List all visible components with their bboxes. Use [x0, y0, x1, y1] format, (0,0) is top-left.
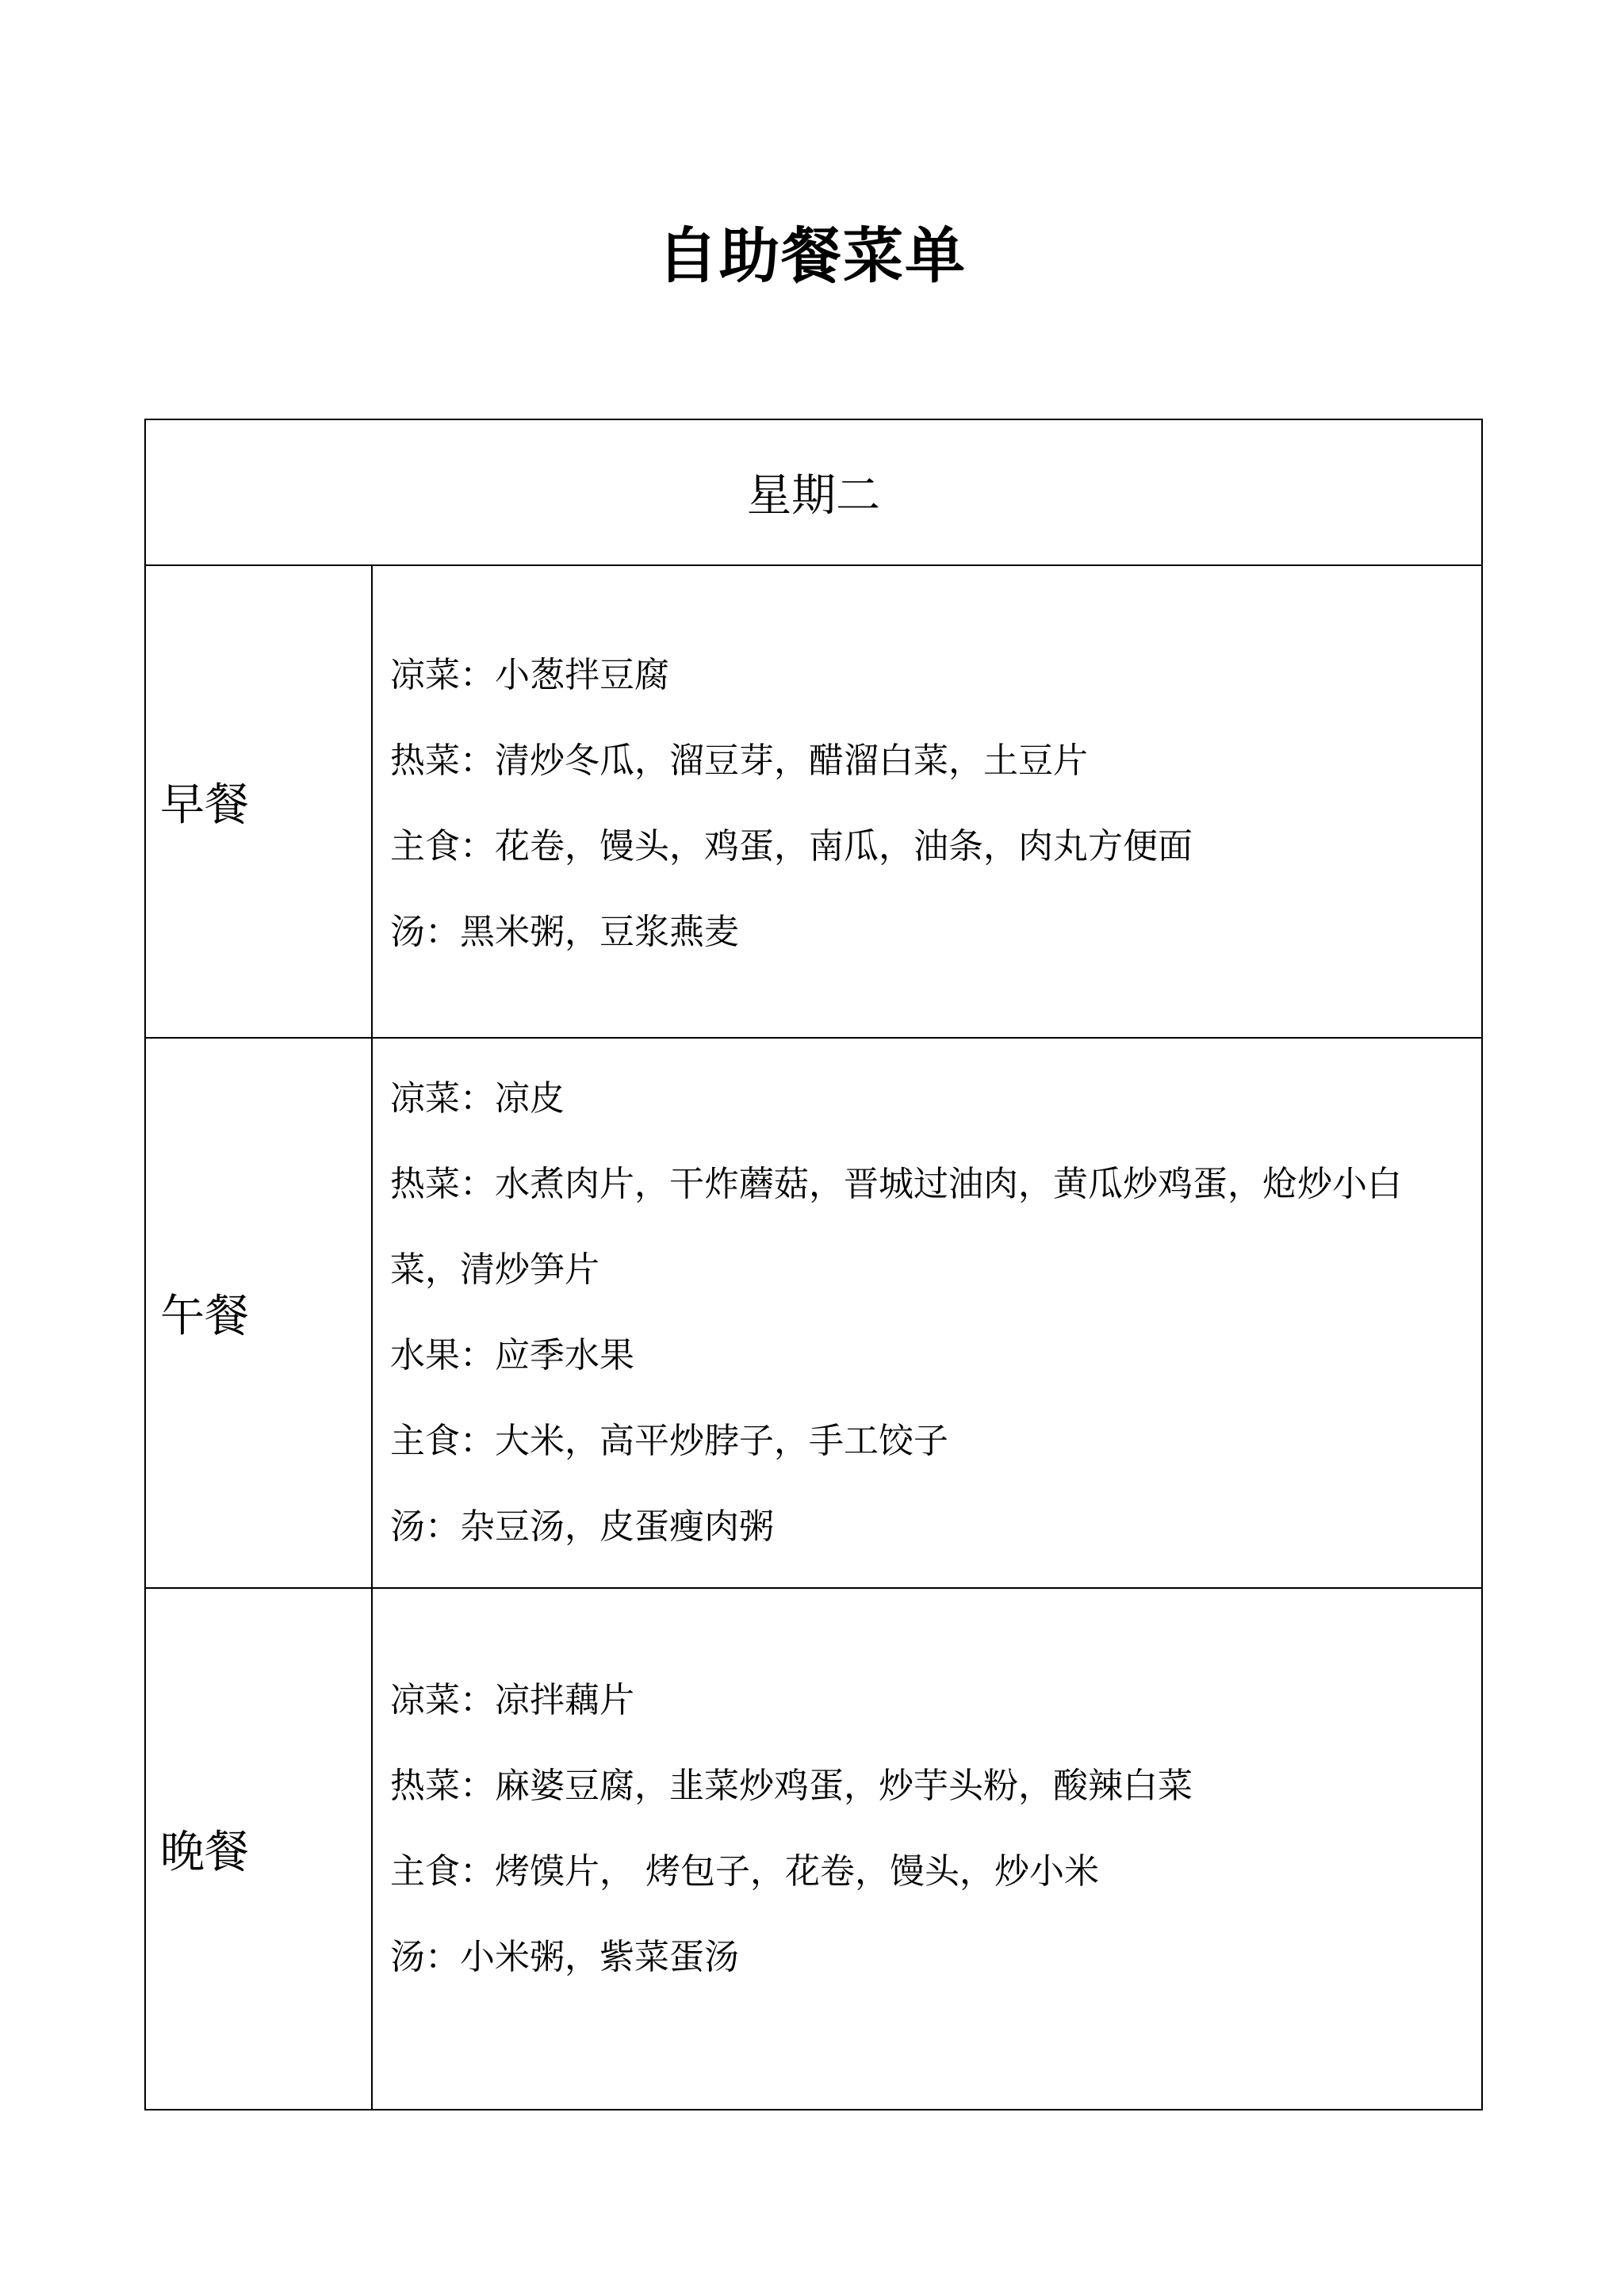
meal-content-lunch [373, 1039, 1481, 1587]
page-title: 自助餐菜单 [657, 220, 967, 291]
meal-label-lunch: 午餐 [146, 1039, 373, 1587]
menu-line: 热菜：水煮肉片，干炸蘑菇，晋城过油肉，黄瓜炒鸡蛋，炝炒小白菜，清炒笋片 [390, 1164, 1402, 1290]
menu-line: 主食：花卷，馒头，鸡蛋，南瓜，油条，肉丸方便面 [390, 826, 1193, 867]
day-header: 星期二 [146, 420, 1481, 566]
meal-label-dinner: 晚餐 [146, 1589, 373, 2109]
menu-line: 主食：烤馍片， 烤包子，花卷，馒头，炒小米 [390, 1851, 1099, 1892]
menu-line: 汤：小米粥，紫菜蛋汤 [390, 1937, 739, 1977]
menu-line: 水果：应季水果 [390, 1335, 634, 1376]
meal-row-dinner [146, 1589, 1481, 2109]
menu-line: 凉菜：凉皮 [390, 1078, 565, 1119]
menu-line: 热菜：清炒冬瓜，溜豆芽，醋溜白菜，土豆片 [390, 740, 1088, 781]
meal-row-breakfast [146, 566, 1481, 1039]
menu-line: 热菜：麻婆豆腐，韭菜炒鸡蛋，炒芋头粉，酸辣白菜 [390, 1766, 1193, 1806]
menu-line: 凉菜：凉拌藕片 [390, 1680, 634, 1720]
meal-content-dinner [373, 1589, 1481, 2109]
menu-line: 汤：杂豆汤，皮蛋瘦肉粥 [390, 1506, 774, 1547]
meal-content-breakfast [373, 566, 1481, 1037]
menu-table [144, 419, 1483, 2110]
meal-label-breakfast: 早餐 [146, 566, 373, 1037]
menu-line: 主食：大米，高平炒脖子，手工饺子 [390, 1421, 948, 1461]
meal-row-lunch [146, 1039, 1481, 1589]
menu-line: 凉菜：小葱拌豆腐 [390, 655, 669, 695]
menu-line: 汤：黑米粥，豆浆燕麦 [390, 912, 739, 952]
